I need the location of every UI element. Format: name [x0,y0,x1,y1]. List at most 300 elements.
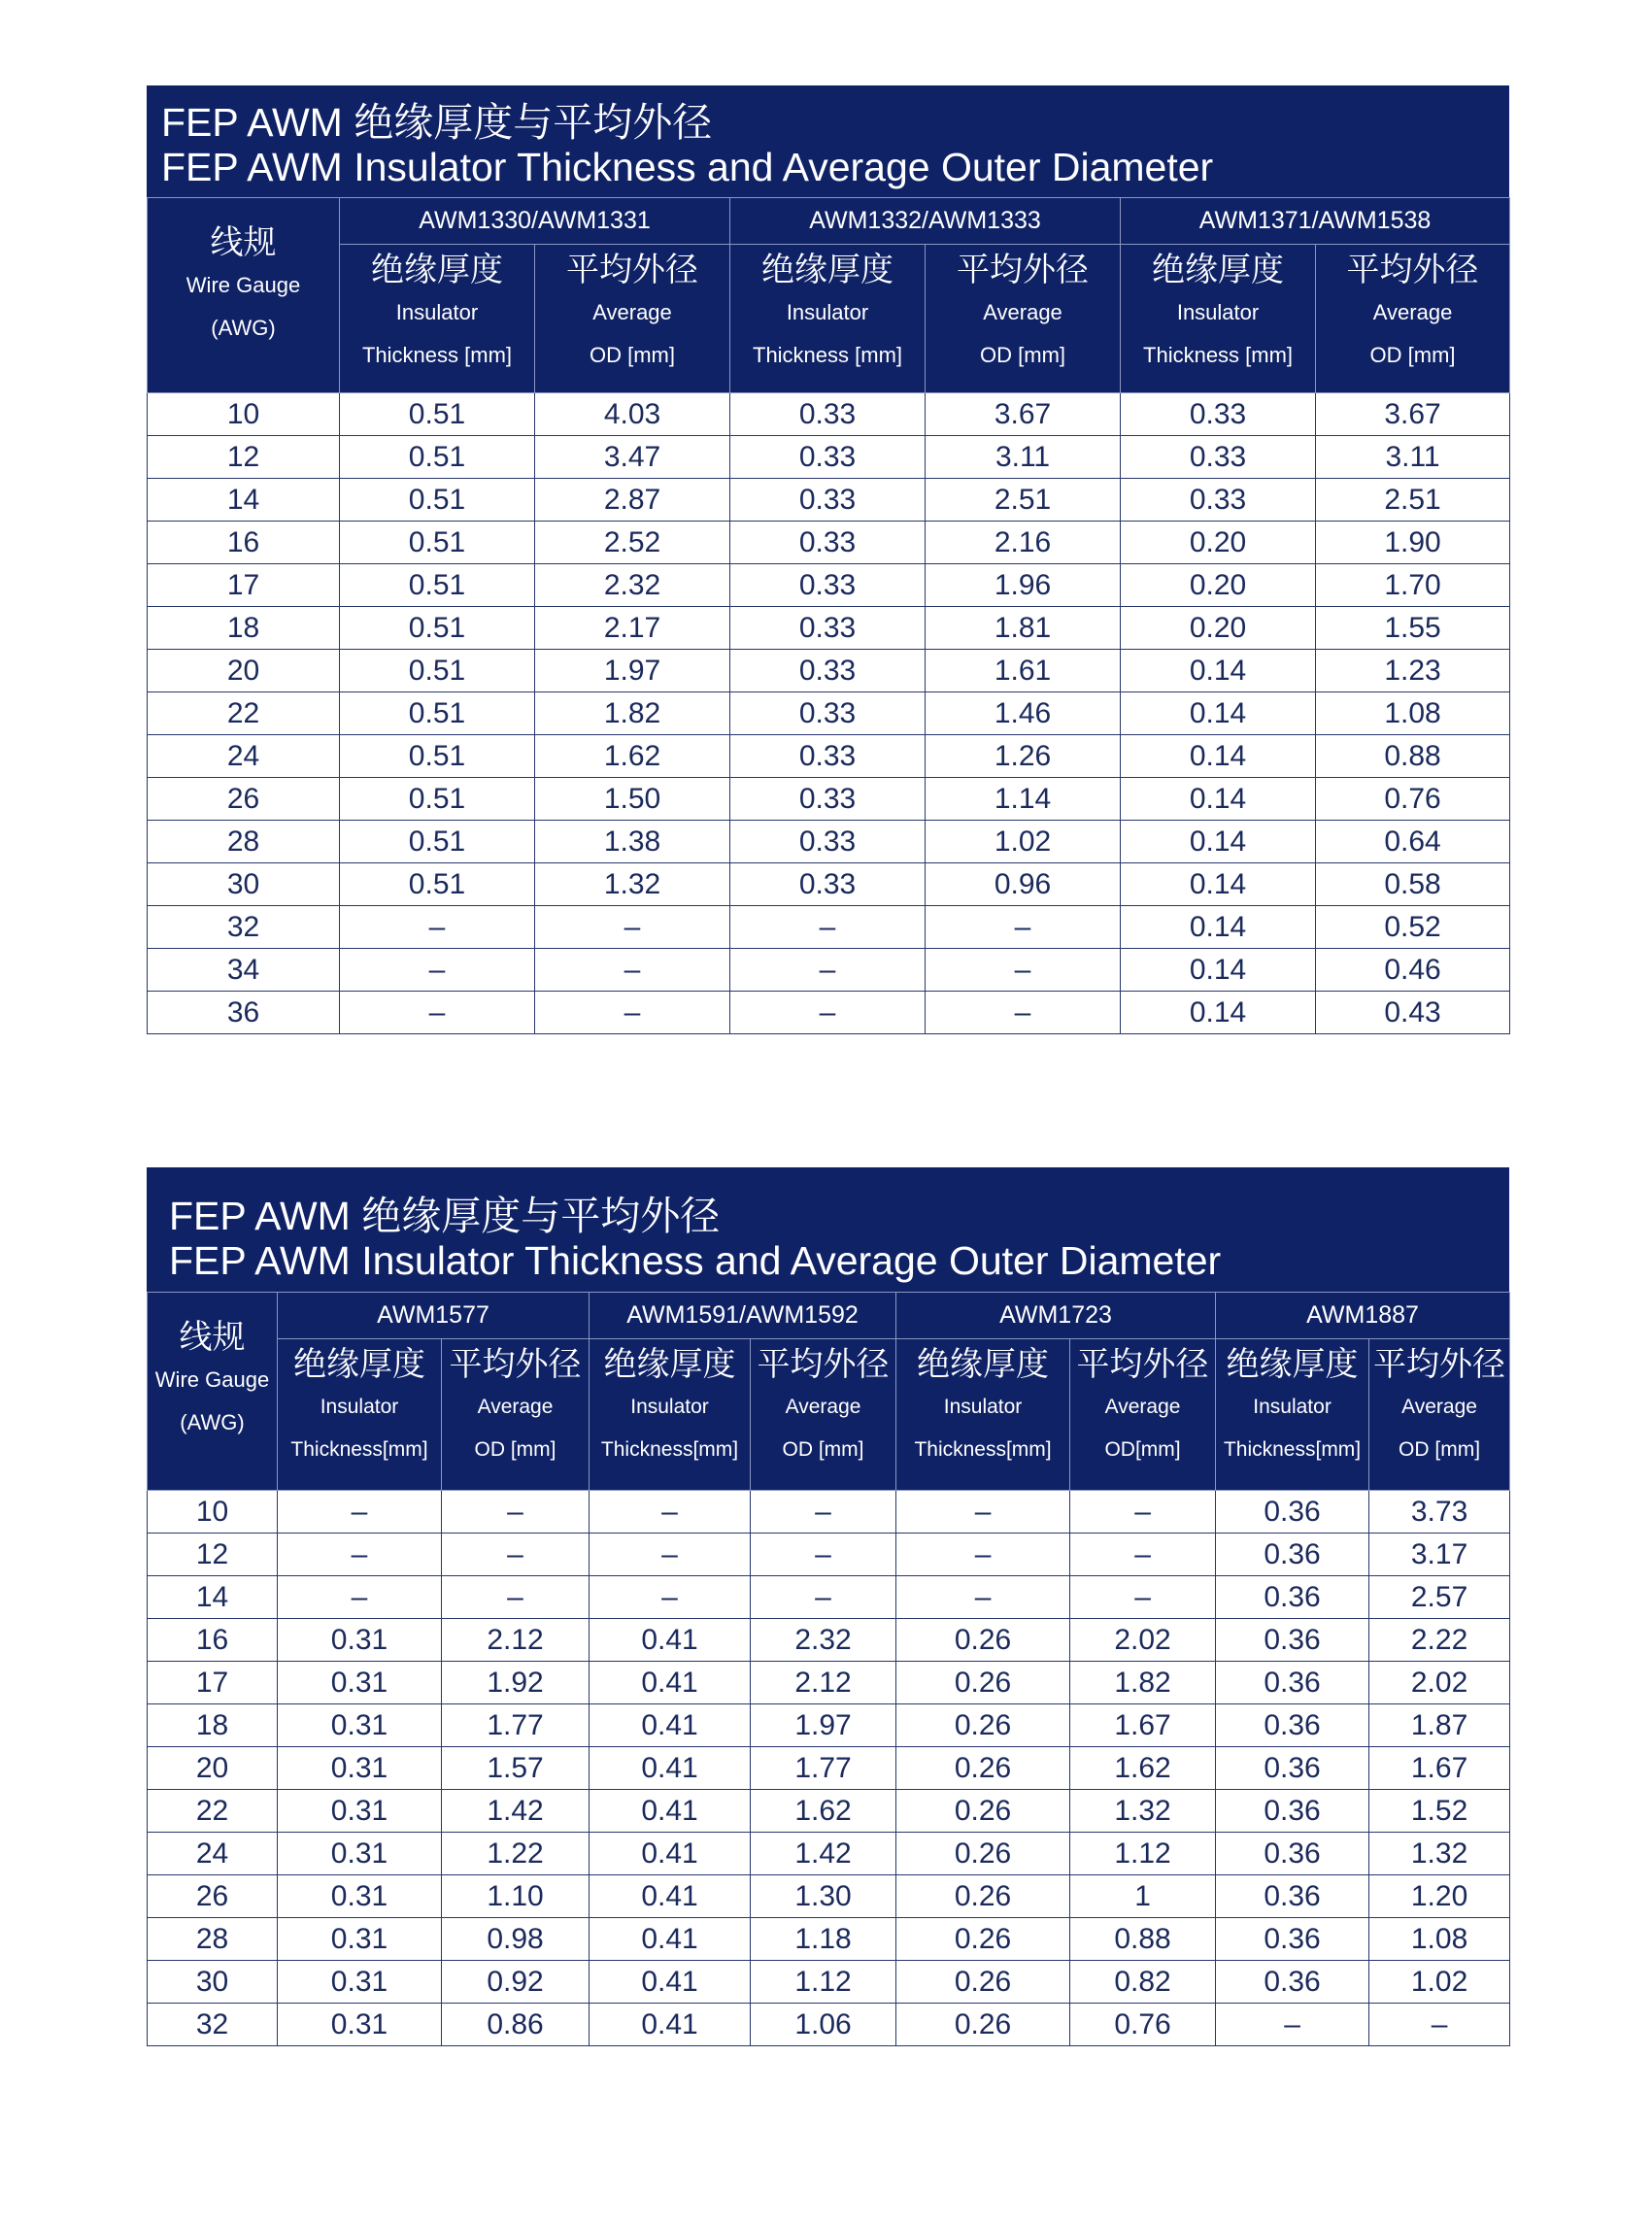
table-row [148,949,1510,992]
value-cell: 1.23 [1316,650,1510,692]
value-cell: 1 [1070,1875,1216,1918]
value-cell: 1.82 [1070,1662,1216,1704]
value-cell: – [730,949,926,992]
value-cell: 1.10 [442,1875,590,1918]
value-cell: 1.52 [1369,1790,1510,1833]
value-cell: 0.33 [730,436,926,479]
column-header-en: Thickness [mm] [753,343,903,367]
value-cell: 0.14 [1121,992,1316,1034]
table-row [148,1918,1510,1961]
value-cell: 2.57 [1369,1576,1510,1619]
value-cell: 1.82 [535,692,730,735]
value-cell: 0.98 [442,1918,590,1961]
spec-table [147,1292,1510,2046]
table-row [148,778,1510,821]
value-cell: 0.20 [1121,522,1316,564]
value-cell: 0.36 [1216,1619,1369,1662]
value-cell: 0.26 [896,1875,1070,1918]
value-cell: 2.87 [535,479,730,522]
value-cell: 0.43 [1316,992,1510,1034]
table-row [148,1961,1510,2004]
gauge-header-cn: 线规 [210,224,277,261]
value-cell: – [442,1534,590,1576]
value-cell: 1.42 [442,1790,590,1833]
value-cell: 1.87 [1369,1704,1510,1747]
value-cell: 0.31 [278,1704,442,1747]
value-cell: 1.61 [926,650,1121,692]
value-cell: 0.76 [1316,778,1510,821]
value-cell: – [896,1491,1070,1534]
value-cell: – [896,1576,1070,1619]
value-cell: 0.31 [278,1918,442,1961]
value-cell: 1.62 [751,1790,896,1833]
gauge-cell: 20 [148,1747,278,1790]
gauge-cell: 34 [148,949,340,992]
table-row [148,1619,1510,1662]
value-cell: – [535,906,730,949]
column-header-en: OD[mm] [1104,1438,1181,1461]
value-cell: 0.31 [278,1747,442,1790]
gauge-cell: 18 [148,1704,278,1747]
column-header-cn: 绝缘厚度 [917,1346,1050,1383]
table-row [148,992,1510,1034]
value-cell: 1.92 [442,1662,590,1704]
value-cell: 1.70 [1316,564,1510,607]
value-cell: 0.51 [340,821,535,863]
gauge-cell: 12 [148,436,340,479]
value-cell: – [278,1491,442,1534]
column-header-en: Average [1401,1396,1477,1418]
value-cell: – [926,992,1121,1034]
value-cell: 0.14 [1121,821,1316,863]
table-block-2 [147,1167,1509,2046]
value-cell: 1.22 [442,1833,590,1875]
column-header [896,1339,1070,1491]
table-row [148,1576,1510,1619]
column-header-cn: 绝缘厚度 [1226,1346,1359,1383]
column-header-en: Insulator [786,300,869,324]
value-cell: 3.67 [926,393,1121,436]
value-cell: 0.31 [278,1961,442,2004]
value-cell: 2.52 [535,522,730,564]
value-cell: 0.26 [896,1619,1070,1662]
value-cell: 0.82 [1070,1961,1216,2004]
column-header [1316,245,1510,393]
value-cell: 0.20 [1121,607,1316,650]
value-cell: 1.02 [1369,1961,1510,2004]
value-cell: 0.31 [278,1790,442,1833]
column-header [730,245,926,393]
value-cell: – [730,992,926,1034]
value-cell: 1.12 [1070,1833,1216,1875]
column-header-cn: 平均外径 [566,252,698,288]
value-cell: 0.51 [340,522,535,564]
value-cell: 0.41 [590,1619,751,1662]
gauge-cell: 20 [148,650,340,692]
value-cell: 0.41 [590,1790,751,1833]
table-row [148,692,1510,735]
table-row [148,1534,1510,1576]
gauge-header-unit: (AWG) [211,316,276,340]
column-header-en: Thickness[mm] [600,1438,739,1461]
value-cell: – [751,1534,896,1576]
value-cell: – [278,1576,442,1619]
value-cell: 0.31 [278,1619,442,1662]
value-cell: 0.14 [1121,692,1316,735]
value-cell: – [926,906,1121,949]
value-cell: 0.51 [340,778,535,821]
value-cell: 2.16 [926,522,1121,564]
value-cell: 1.90 [1316,522,1510,564]
value-cell: 3.11 [1316,436,1510,479]
column-header-cn: 平均外径 [1076,1346,1209,1383]
column-header [1070,1339,1216,1491]
group-header: AWM1887 [1216,1293,1510,1339]
value-cell: 2.51 [1316,479,1510,522]
value-cell: 0.51 [340,607,535,650]
value-cell: 0.51 [340,479,535,522]
value-cell: 0.26 [896,1704,1070,1747]
value-cell: 1.97 [751,1704,896,1747]
column-header [278,1339,442,1491]
value-cell: 0.26 [896,2004,1070,2046]
table-row [148,607,1510,650]
column-header-cn: 平均外径 [1373,1346,1506,1383]
value-cell: 1.55 [1316,607,1510,650]
table-row [148,436,1510,479]
value-cell: 0.52 [1316,906,1510,949]
value-cell: 0.64 [1316,821,1510,863]
gauge-cell: 12 [148,1534,278,1576]
column-header-en: Average [1104,1396,1181,1418]
value-cell: 0.33 [1121,393,1316,436]
column-header-en: Insulator [943,1396,1023,1418]
value-cell: 1.77 [442,1704,590,1747]
value-cell: 0.41 [590,1747,751,1790]
table-row [148,650,1510,692]
value-cell: – [1070,1576,1216,1619]
gauge-header-cn: 线规 [179,1319,246,1356]
column-header [1121,245,1316,393]
value-cell: 1.62 [535,735,730,778]
gauge-header [148,1293,278,1491]
value-cell: 1.26 [926,735,1121,778]
value-cell: 3.47 [535,436,730,479]
value-cell: 1.77 [751,1747,896,1790]
column-header-en: Thickness[mm] [914,1438,1052,1461]
column-header-en: OD [mm] [474,1438,556,1461]
column-header-en: Thickness [mm] [1143,343,1294,367]
value-cell: 0.14 [1121,735,1316,778]
value-cell: – [590,1491,751,1534]
column-header-en: OD [mm] [590,343,675,367]
value-cell: 0.33 [730,607,926,650]
value-cell: 3.67 [1316,393,1510,436]
value-cell: 0.14 [1121,650,1316,692]
column-header [535,245,730,393]
column-header-en: Insulator [1253,1396,1332,1418]
column-header [1369,1339,1510,1491]
gauge-cell: 30 [148,1961,278,2004]
value-cell: 0.33 [730,393,926,436]
value-cell: 1.96 [926,564,1121,607]
value-cell: – [340,992,535,1034]
value-cell: 2.17 [535,607,730,650]
gauge-cell: 24 [148,1833,278,1875]
value-cell: 0.14 [1121,863,1316,906]
column-header-en: Thickness [mm] [361,343,513,367]
table-row [148,1662,1510,1704]
value-cell: 1.30 [751,1875,896,1918]
gauge-cell: 32 [148,906,340,949]
table-title [147,1167,1509,1292]
gauge-cell: 10 [148,1491,278,1534]
gauge-cell: 22 [148,1790,278,1833]
value-cell: 1.62 [1070,1747,1216,1790]
value-cell: 0.51 [340,650,535,692]
value-cell: – [442,1576,590,1619]
value-cell: 0.36 [1216,1918,1369,1961]
value-cell: 3.17 [1369,1534,1510,1576]
value-cell: 0.31 [278,1833,442,1875]
gauge-cell: 16 [148,522,340,564]
value-cell: 0.36 [1216,1747,1369,1790]
gauge-cell: 17 [148,564,340,607]
gauge-cell: 30 [148,863,340,906]
value-cell: 0.26 [896,1790,1070,1833]
value-cell: 0.51 [340,393,535,436]
value-cell: 1.32 [1369,1833,1510,1875]
value-cell: 0.33 [730,863,926,906]
value-cell: 0.14 [1121,906,1316,949]
value-cell: 1.20 [1369,1875,1510,1918]
gauge-cell: 28 [148,1918,278,1961]
gauge-cell: 18 [148,607,340,650]
value-cell: 1.18 [751,1918,896,1961]
value-cell: 0.36 [1216,1662,1369,1704]
gauge-cell: 32 [148,2004,278,2046]
table-row [148,1704,1510,1747]
value-cell: 0.26 [896,1747,1070,1790]
value-cell: – [751,1491,896,1534]
gauge-header-en: Wire Gauge [185,273,301,297]
value-cell: 0.36 [1216,1790,1369,1833]
value-cell: 0.31 [278,1662,442,1704]
table-title [147,85,1509,197]
value-cell: – [535,949,730,992]
value-cell: 0.41 [590,1875,751,1918]
value-cell: 0.36 [1216,1491,1369,1534]
column-header-en: Insulator [395,300,479,324]
value-cell: 1.08 [1369,1918,1510,1961]
gauge-cell: 28 [148,821,340,863]
value-cell: 0.20 [1121,564,1316,607]
column-header-en: Thickness[mm] [290,1438,428,1461]
value-cell: 1.97 [535,650,730,692]
value-cell: 0.41 [590,1833,751,1875]
value-cell: 0.41 [590,1961,751,2004]
column-header-cn: 绝缘厚度 [1152,252,1285,288]
value-cell: 1.50 [535,778,730,821]
value-cell: 0.33 [1121,436,1316,479]
value-cell: 1.81 [926,607,1121,650]
value-cell: 1.42 [751,1833,896,1875]
value-cell: – [535,992,730,1034]
value-cell: 0.36 [1216,1704,1369,1747]
column-header-cn: 绝缘厚度 [371,252,503,288]
value-cell: 2.32 [751,1619,896,1662]
value-cell: 0.96 [926,863,1121,906]
group-header: AWM1591/AWM1592 [590,1293,896,1339]
title-cn: FEP AWM 绝缘厚度与平均外径 [169,1194,721,1238]
column-header [926,245,1121,393]
value-cell: 0.41 [590,2004,751,2046]
value-cell: 0.33 [730,735,926,778]
gauge-cell: 16 [148,1619,278,1662]
column-header-en: Thickness[mm] [1223,1438,1362,1461]
group-header: AWM1371/AWM1538 [1121,198,1510,245]
title-en: FEP AWM Insulator Thickness and Average Outer Diameter [161,145,1214,189]
table-block-1 [147,85,1509,1034]
value-cell: 0.36 [1216,1534,1369,1576]
value-cell: 0.41 [590,1918,751,1961]
gauge-cell: 14 [148,479,340,522]
gauge-cell: 24 [148,735,340,778]
gauge-cell: 14 [148,1576,278,1619]
column-header-en: Average [785,1396,861,1418]
group-header: AWM1723 [896,1293,1216,1339]
column-header-en: Insulator [320,1396,399,1418]
value-cell: – [340,906,535,949]
table-row [148,906,1510,949]
column-header-en: OD [mm] [1399,1438,1481,1461]
value-cell: 0.41 [590,1704,751,1747]
value-cell: 0.33 [730,522,926,564]
value-cell: – [442,1491,590,1534]
value-cell: 0.51 [340,735,535,778]
value-cell: 0.76 [1070,2004,1216,2046]
value-cell: 0.33 [730,821,926,863]
table-row [148,479,1510,522]
table-row [148,1747,1510,1790]
value-cell: 0.51 [340,564,535,607]
gauge-cell: 26 [148,778,340,821]
value-cell: 1.32 [535,863,730,906]
gauge-cell: 36 [148,992,340,1034]
value-cell: 0.33 [730,692,926,735]
group-header: AWM1577 [278,1293,590,1339]
value-cell: 0.92 [442,1961,590,2004]
value-cell: 4.03 [535,393,730,436]
value-cell: 0.33 [730,564,926,607]
column-header-en: Average [983,300,1062,324]
value-cell: 0.33 [730,479,926,522]
value-cell: 0.41 [590,1662,751,1704]
value-cell: 0.46 [1316,949,1510,992]
value-cell: 2.32 [535,564,730,607]
value-cell: 1.08 [1316,692,1510,735]
value-cell: 1.32 [1070,1790,1216,1833]
value-cell: – [896,1534,1070,1576]
gauge-cell: 17 [148,1662,278,1704]
value-cell: 1.38 [535,821,730,863]
column-header [590,1339,751,1491]
value-cell: 0.26 [896,1833,1070,1875]
value-cell: – [751,1576,896,1619]
column-header [1216,1339,1369,1491]
value-cell: 0.31 [278,2004,442,2046]
gauge-cell: 26 [148,1875,278,1918]
value-cell: – [1070,1534,1216,1576]
value-cell: 2.02 [1070,1619,1216,1662]
column-header-cn: 平均外径 [757,1346,890,1383]
value-cell: 1.67 [1070,1704,1216,1747]
value-cell: 1.06 [751,2004,896,2046]
title-cn: FEP AWM 绝缘厚度与平均外径 [161,100,713,145]
value-cell: 0.26 [896,1662,1070,1704]
value-cell: 0.36 [1216,1833,1369,1875]
value-cell: 0.88 [1316,735,1510,778]
table-row [148,564,1510,607]
value-cell: 1.14 [926,778,1121,821]
column-header-en: Average [592,300,672,324]
value-cell: 1.02 [926,821,1121,863]
value-cell: 0.36 [1216,1875,1369,1918]
value-cell: – [730,906,926,949]
value-cell: 0.33 [730,650,926,692]
value-cell: 2.22 [1369,1619,1510,1662]
table-row [148,735,1510,778]
table-row [148,522,1510,564]
value-cell: 0.31 [278,1875,442,1918]
value-cell: 2.12 [442,1619,590,1662]
column-header-cn: 平均外径 [1346,252,1479,288]
value-cell: 0.33 [730,778,926,821]
table-row [148,863,1510,906]
table-row [148,393,1510,436]
value-cell: 0.51 [340,436,535,479]
value-cell: 0.86 [442,2004,590,2046]
value-cell: – [1369,2004,1510,2046]
column-header-cn: 平均外径 [449,1346,582,1383]
table-row [148,1875,1510,1918]
spec-table [147,197,1510,1034]
column-header-cn: 绝缘厚度 [293,1346,425,1383]
table-row [148,821,1510,863]
value-cell: 0.33 [1121,479,1316,522]
table-row [148,1833,1510,1875]
value-cell: 0.36 [1216,1576,1369,1619]
value-cell: 0.58 [1316,863,1510,906]
column-header-en: OD [mm] [1369,343,1456,367]
value-cell: – [590,1576,751,1619]
column-header-en: OD [mm] [782,1438,864,1461]
column-header [340,245,535,393]
value-cell: 0.51 [340,863,535,906]
value-cell: 1.46 [926,692,1121,735]
gauge-header-unit: (AWG) [180,1410,245,1434]
value-cell: 2.12 [751,1662,896,1704]
value-cell: 3.11 [926,436,1121,479]
value-cell: – [278,1534,442,1576]
value-cell: 2.51 [926,479,1121,522]
column-header-cn: 绝缘厚度 [603,1346,736,1383]
value-cell: 3.73 [1369,1491,1510,1534]
value-cell: – [1216,2004,1369,2046]
column-header [751,1339,896,1491]
gauge-cell: 10 [148,393,340,436]
column-header-en: Average [1372,300,1453,324]
